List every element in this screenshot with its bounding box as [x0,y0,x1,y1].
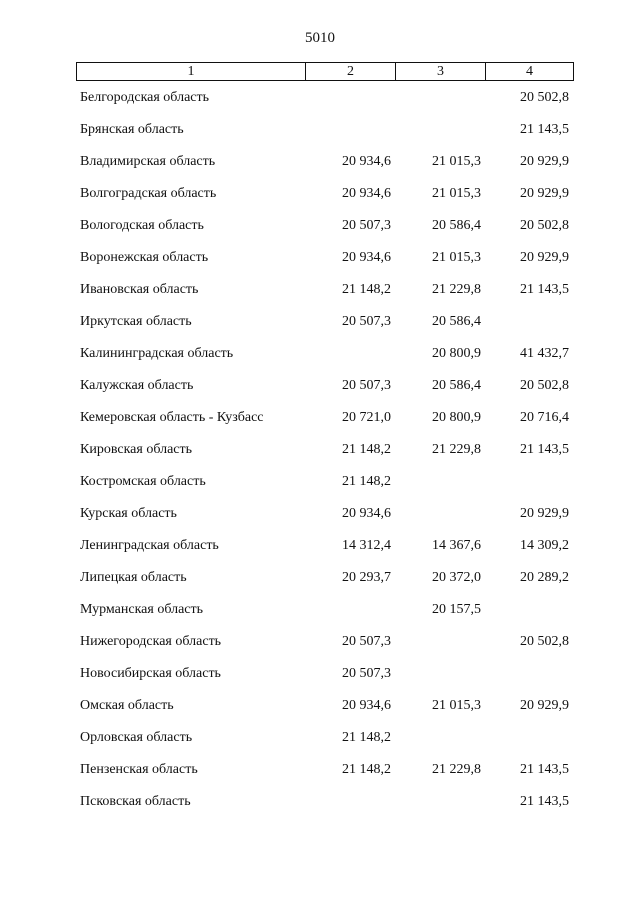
region-name: Псковская область [80,794,191,809]
value-col-3: 21 229,8 [432,762,481,777]
value-col-2: 21 148,2 [342,762,391,777]
value-col-2: 20 721,0 [342,410,391,425]
region-name: Ленинградская область [80,538,219,553]
value-col-3: 20 586,4 [432,314,481,329]
region-name: Вологодская область [80,218,204,233]
value-col-2: 21 148,2 [342,730,391,745]
value-col-2 [305,786,395,818]
value-col-4 [485,658,573,690]
region-name: Белгородская область [80,90,210,105]
value-col-4: 20 929,9 [520,250,569,265]
table-row [76,690,573,722]
value-col-2: 20 507,3 [342,634,391,649]
value-col-2: 21 148,2 [342,282,391,297]
value-col-2 [305,594,395,626]
table-row [76,626,573,658]
value-col-3: 20 800,9 [432,346,481,361]
header-col-1: 1 [77,63,306,81]
value-col-3: 21 015,3 [432,154,481,169]
region-name: Брянская область [80,122,184,137]
value-col-4: 20 929,9 [520,698,569,713]
table-row [76,658,573,690]
region-name: Волгоградская область [80,186,217,201]
value-col-3 [395,722,485,754]
value-col-3: 14 367,6 [432,538,481,553]
value-col-4: 21 143,5 [520,762,569,777]
table-row [76,594,573,626]
value-col-3 [395,658,485,690]
value-col-3: 21 015,3 [432,250,481,265]
value-col-2: 20 507,3 [342,666,391,681]
header-col-2: 2 [306,63,396,81]
value-col-2 [305,82,395,114]
region-name: Ивановская область [80,282,199,297]
table-row [76,754,573,786]
data-table [76,82,573,818]
value-col-3: 20 372,0 [432,570,481,585]
value-col-2: 20 934,6 [342,154,391,169]
value-col-2: 20 934,6 [342,250,391,265]
table-row [76,178,573,210]
value-col-2: 20 507,3 [342,314,391,329]
region-name: Орловская область [80,730,193,745]
table-row [76,274,573,306]
region-name: Кемеровская область - Кузбасс [80,410,264,425]
value-col-4 [485,594,573,626]
value-col-4: 41 432,7 [520,346,569,361]
value-col-2: 20 507,3 [342,218,391,233]
value-col-4: 20 289,2 [520,570,569,585]
region-name: Омская область [80,698,174,713]
region-name: Иркутская область [80,314,192,329]
value-col-2 [305,114,395,146]
region-name: Кировская область [80,442,193,457]
region-name: Калужская область [80,378,194,393]
table-row [76,562,573,594]
value-col-3 [395,498,485,530]
region-name: Курская область [80,506,177,521]
header-col-3: 3 [396,63,486,81]
region-name: Новосибирская область [80,666,221,681]
region-name: Пензенская область [80,762,198,777]
table-row [76,370,573,402]
value-col-3: 21 015,3 [432,186,481,201]
value-col-3: 21 229,8 [432,442,481,457]
table-row [76,402,573,434]
value-col-3: 21 015,3 [432,698,481,713]
table-row [76,434,573,466]
value-col-2: 20 507,3 [342,378,391,393]
table-row [76,306,573,338]
region-name: Нижегородская область [80,634,222,649]
page-number: 5010 [305,30,335,46]
value-col-4 [485,466,573,498]
value-col-4: 20 502,8 [520,634,569,649]
region-name: Липецкая область [80,570,187,585]
value-col-4: 21 143,5 [520,442,569,457]
table-row [76,82,573,114]
value-col-4: 21 143,5 [520,282,569,297]
value-col-3 [395,82,485,114]
value-col-3 [395,114,485,146]
value-col-4: 20 502,8 [520,378,569,393]
value-col-4: 20 502,8 [520,90,569,105]
value-col-4 [485,306,573,338]
region-name: Калининградская область [80,346,234,361]
table-row [76,466,573,498]
value-col-4: 21 143,5 [520,794,569,809]
value-col-2: 21 148,2 [342,474,391,489]
table-row [76,338,573,370]
value-col-4: 21 143,5 [520,122,569,137]
table-row [76,210,573,242]
header-row [77,63,574,81]
value-col-4: 20 929,9 [520,186,569,201]
value-col-2: 14 312,4 [342,538,391,553]
value-col-4: 20 929,9 [520,506,569,521]
table-row [76,722,573,754]
table-row [76,242,573,274]
table-header [76,62,574,81]
value-col-2: 21 148,2 [342,442,391,457]
value-col-3 [395,786,485,818]
value-col-2: 20 934,6 [342,186,391,201]
value-col-4: 20 502,8 [520,218,569,233]
value-col-2: 20 934,6 [342,506,391,521]
region-name: Воронежская область [80,250,209,265]
value-col-2 [305,338,395,370]
value-col-3: 20 157,5 [432,602,481,617]
table-row [76,530,573,562]
value-col-4: 20 929,9 [520,154,569,169]
table-row [76,114,573,146]
value-col-4 [485,722,573,754]
value-col-4: 14 309,2 [520,538,569,553]
region-name: Владимирская область [80,154,216,169]
value-col-2: 20 934,6 [342,698,391,713]
region-name: Костромская область [80,474,206,489]
table-body [76,82,573,818]
value-col-3: 20 800,9 [432,410,481,425]
value-col-3: 20 586,4 [432,378,481,393]
value-col-3: 21 229,8 [432,282,481,297]
region-name: Мурманская область [80,602,204,617]
value-col-3: 20 586,4 [432,218,481,233]
value-col-2: 20 293,7 [342,570,391,585]
table-row [76,498,573,530]
value-col-4: 20 716,4 [520,410,569,425]
value-col-3 [395,626,485,658]
value-col-3 [395,466,485,498]
header-col-4: 4 [486,63,574,81]
table-row [76,786,573,818]
table-row [76,146,573,178]
